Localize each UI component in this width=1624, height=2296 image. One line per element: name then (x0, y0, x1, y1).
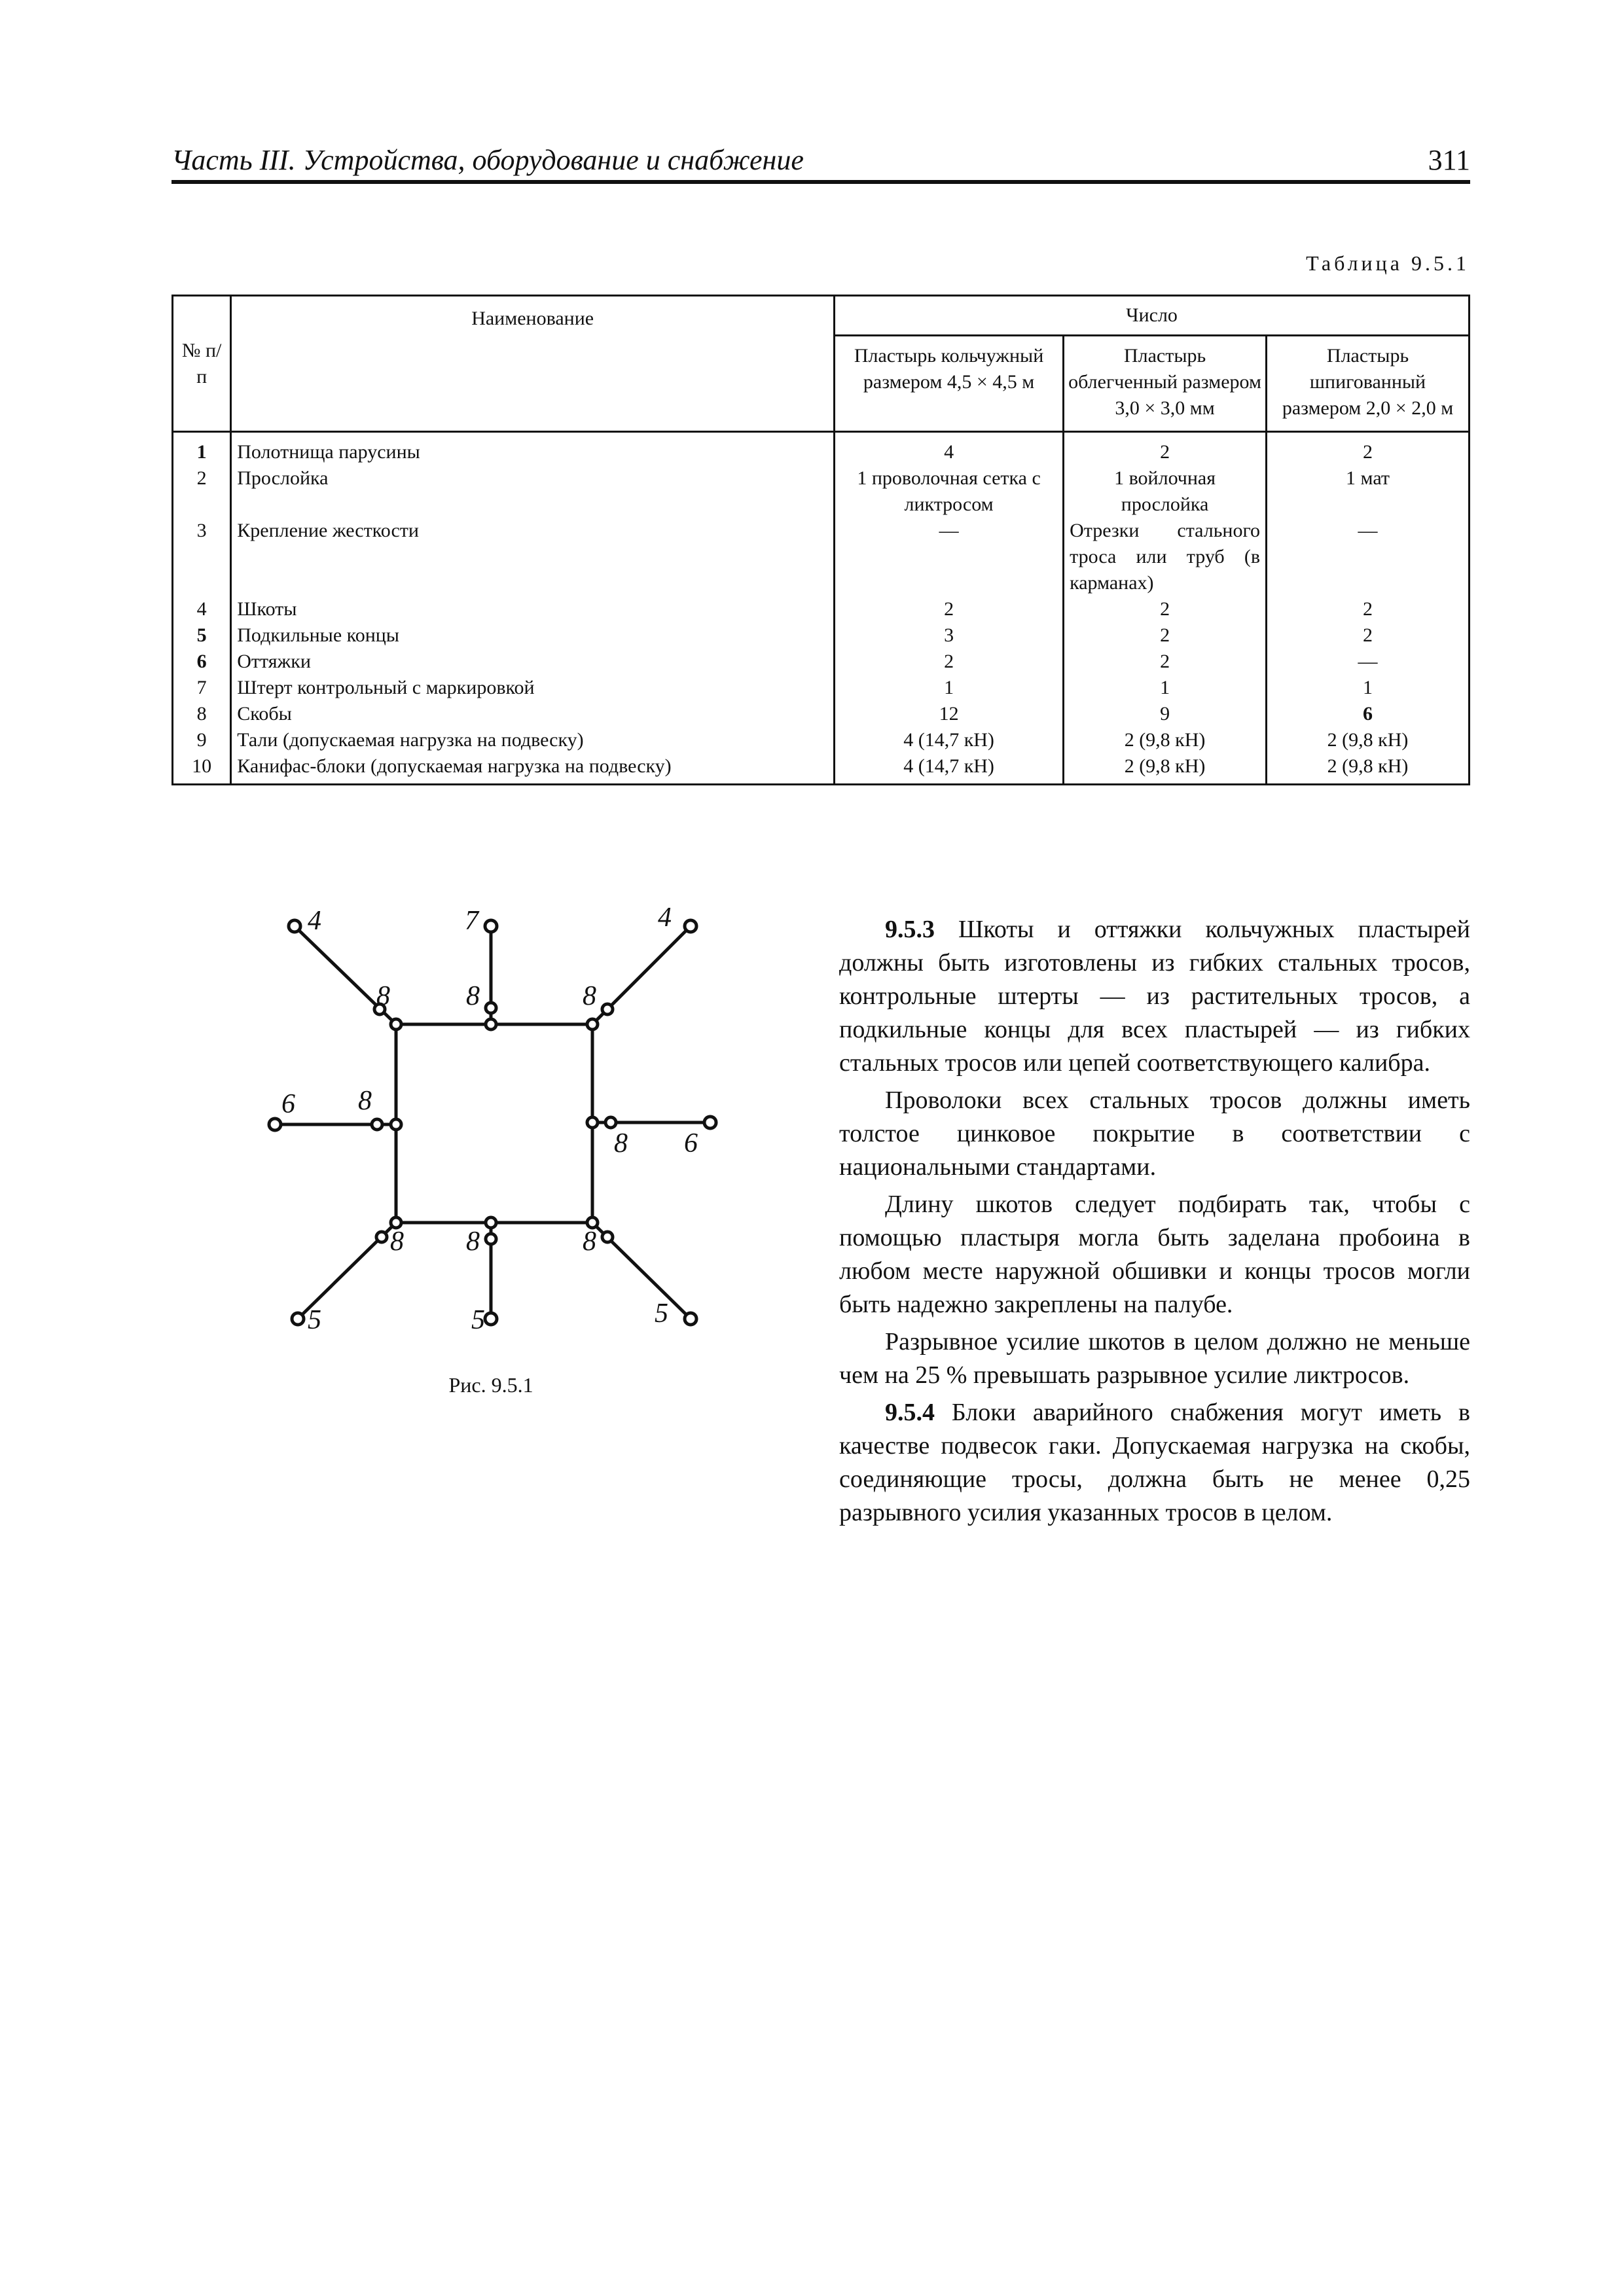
running-header (171, 141, 1470, 184)
table-row (173, 727, 1470, 753)
table-row (173, 701, 1470, 727)
fig-label: 8 (614, 1128, 628, 1158)
ring (704, 1117, 716, 1128)
table-row (173, 649, 1470, 675)
ring (289, 920, 300, 932)
fig-label: 8 (390, 1227, 404, 1257)
paragraph-9-5-3 (839, 913, 1470, 1080)
row-num: 1 (173, 432, 231, 466)
paragraph: Длину шкотов следует подбирать так, чтобы с помощью пластыря могла быть заделана пробоина в любом месте наружной обшивки и концы тросов могли быть надежно закреплены на палубе. (839, 1191, 1470, 1318)
patch-diagram-svg (262, 897, 720, 1342)
row-value-a: 1 (835, 675, 1064, 701)
table-row (173, 432, 1470, 466)
paragraph: Проволоки всех стальных тросов должны иметь толстое цинковое покрытие в соответствии с национальными стандартами. (839, 1086, 1470, 1181)
row-num: 4 (173, 596, 231, 622)
row-value-b: 9 (1064, 701, 1267, 727)
fig-label: 5 (471, 1305, 485, 1335)
clause-number: 9.5.3 (885, 916, 935, 943)
fig-label: 6 (684, 1128, 698, 1158)
paragraph-9-5-4 (839, 1396, 1470, 1530)
table-row (173, 753, 1470, 785)
shackle (486, 1003, 496, 1013)
row-name: Полотнища парусины (231, 432, 835, 466)
ring (685, 1313, 696, 1325)
row-value-a: 4 (14,7 кН) (835, 753, 1064, 785)
shackle (486, 1019, 496, 1030)
shackle (372, 1119, 382, 1130)
table-row (173, 465, 1470, 518)
fig-label: 8 (358, 1086, 372, 1116)
row-value-c: 1 мат (1267, 465, 1470, 518)
shackle (587, 1117, 598, 1128)
row-value-b: 2 (1064, 596, 1267, 622)
ring (485, 920, 497, 932)
fig-label: 5 (308, 1305, 321, 1335)
equipment-table (171, 295, 1470, 785)
row-value-b: 2 (1064, 622, 1267, 649)
row-value-c: 2 (9,8 кН) (1267, 753, 1470, 785)
row-value-a: 4 (14,7 кН) (835, 727, 1064, 753)
row-value-b: 2 (9,8 кН) (1064, 753, 1267, 785)
page-number: 311 (1428, 144, 1470, 176)
sub-col-light: Пластырь облегченный размером 3,0 × 3,0 мм (1064, 336, 1267, 432)
fig-label: 7 (465, 906, 478, 936)
row-num: 10 (173, 753, 231, 785)
fig-label: 8 (466, 1227, 480, 1257)
row-value-b: 1 войлочная прослойка (1064, 465, 1267, 518)
fig-label: 8 (466, 981, 480, 1011)
header-title: Часть III. Устройства, оборудование и снабжение (171, 144, 804, 176)
shackle (486, 1217, 496, 1228)
table-row (173, 518, 1470, 596)
row-value-c: 6 (1267, 701, 1470, 727)
row-name: Шкоты (231, 596, 835, 622)
figure-caption: Рис. 9.5.1 (448, 1373, 533, 1397)
row-num: 2 (173, 465, 231, 518)
row-value-a: — (835, 518, 1064, 596)
row-name: Оттяжки (231, 649, 835, 675)
col-count-header: Число (835, 296, 1470, 336)
shackle (391, 1119, 401, 1130)
row-name: Штерт контрольный с маркировкой (231, 675, 835, 701)
paragraph-text: Шкоты и оттяжки кольчужных пластырей должны быть изготовлены из гибких стальных тросов, контрольные штерты — из растительных тросов, а подкильные концы для всех пластырей — из гибких стальных тросов или цепей соответствующего калибра. (839, 916, 1470, 1077)
fig-label: 8 (376, 981, 390, 1011)
ring (269, 1119, 281, 1130)
row-name: Тали (допускаемая нагрузка на подвеску) (231, 727, 835, 753)
row-name: Прослойка (231, 465, 835, 518)
row-name: Скобы (231, 701, 835, 727)
shackle (605, 1117, 616, 1128)
row-value-a: 3 (835, 622, 1064, 649)
row-value-b: 2 (1064, 432, 1267, 466)
row-name: Крепление жесткости (231, 518, 835, 596)
table-row (173, 675, 1470, 701)
fig-label: 6 (281, 1089, 295, 1119)
fig-label: 4 (308, 906, 321, 936)
row-value-a: 2 (835, 649, 1064, 675)
sub-col-quilted: Пластырь шпигованный размером 2,0 × 2,0 м (1267, 336, 1470, 432)
clause-number: 9.5.4 (885, 1399, 935, 1426)
table-row (173, 596, 1470, 622)
row-name: Канифас-блоки (допускаемая нагрузка на подвеску) (231, 753, 835, 785)
shackle (587, 1019, 598, 1030)
row-value-b: 1 (1064, 675, 1267, 701)
paragraph: Разрывное усилие шкотов в целом должно не меньше чем на 25 % превышать разрывное усилие ликтросов. (839, 1328, 1470, 1389)
row-value-c: 2 (1267, 622, 1470, 649)
row-value-b: 2 (1064, 649, 1267, 675)
fig-label: 5 (655, 1299, 668, 1329)
col-name-header: Наименование (231, 296, 835, 432)
fig-label: 8 (583, 981, 596, 1011)
paragraph-text: Блоки аварийного снабжения могут иметь в качестве подвесок гаки. Допускаемая нагрузка на скобы, соединяющие тросы, должна быть не менее 0,25 разрывного усилия указанных тросов в целом. (839, 1399, 1470, 1526)
shackle (391, 1019, 401, 1030)
row-num: 9 (173, 727, 231, 753)
figure-patch-diagram (262, 897, 720, 1342)
body-text (839, 913, 1470, 1530)
row-value-a: 2 (835, 596, 1064, 622)
sub-col-chain-mail: Пластырь кольчужный размером 4,5 × 4,5 м (835, 336, 1064, 432)
shackle (376, 1232, 387, 1242)
row-value-c: 2 (9,8 кН) (1267, 727, 1470, 753)
fig-label: 4 (658, 903, 672, 933)
row-value-c: 2 (1267, 432, 1470, 466)
shackle (602, 1004, 613, 1014)
row-value-b: 2 (9,8 кН) (1064, 727, 1267, 753)
row-num: 3 (173, 518, 231, 596)
table-row (173, 622, 1470, 649)
ring (292, 1313, 304, 1325)
row-value-a: 1 проволочная сетка с ликтросом (835, 465, 1064, 518)
ring (485, 1313, 497, 1325)
row-value-a: 12 (835, 701, 1064, 727)
shackle (486, 1234, 496, 1244)
row-value-c: — (1267, 649, 1470, 675)
row-num: 6 (173, 649, 231, 675)
row-value-c: 2 (1267, 596, 1470, 622)
row-value-b: Отрезки стального троса или труб (в карманах) (1064, 518, 1267, 596)
table-caption: Таблица 9.5.1 (1306, 251, 1470, 275)
row-name: Подкильные концы (231, 622, 835, 649)
shackle (602, 1232, 613, 1242)
col-num-header: № п/п (173, 296, 231, 432)
ring (685, 920, 696, 932)
row-value-c: 1 (1267, 675, 1470, 701)
row-value-a: 4 (835, 432, 1064, 466)
row-value-c: — (1267, 518, 1470, 596)
row-num: 7 (173, 675, 231, 701)
row-num: 5 (173, 622, 231, 649)
patch-outline (396, 1024, 592, 1223)
row-num: 8 (173, 701, 231, 727)
fig-label: 8 (583, 1227, 596, 1257)
